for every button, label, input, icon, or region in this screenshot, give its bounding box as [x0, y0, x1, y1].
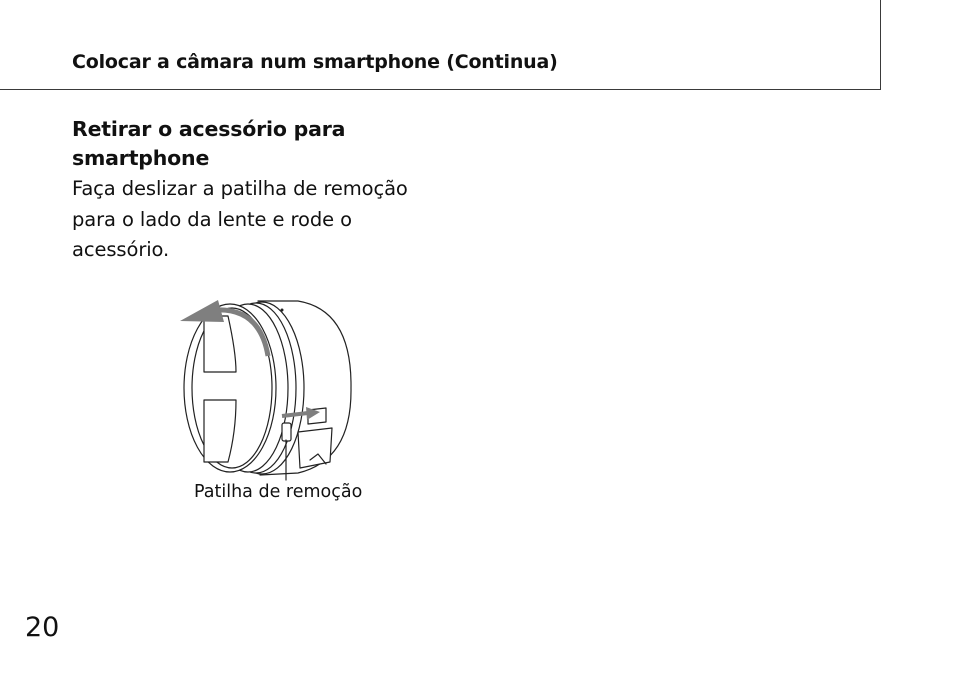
section-heading-line-1: Retirar o acessório para	[72, 117, 346, 141]
instruction-line-3: acessório.	[72, 238, 170, 261]
barrel-dot	[281, 309, 283, 311]
lower-tab	[298, 428, 332, 468]
page-number: 20	[25, 612, 60, 643]
header-vertical-rule	[880, 0, 881, 90]
instruction-line-2: para o lado da lente e rode o	[72, 207, 352, 231]
section-heading	[72, 115, 452, 173]
callout-label: Patilha de remoção	[194, 482, 363, 502]
instruction-line-1: Faça deslizar a patilha de remoção	[72, 177, 408, 200]
running-head: Colocar a câmara num smartphone (Continua)	[72, 51, 558, 73]
section-heading-line-2: smartphone	[72, 146, 210, 170]
instruction-text	[72, 174, 442, 266]
release-latch	[282, 423, 291, 441]
rotate-arrowhead-icon	[180, 300, 224, 322]
header-rule	[0, 89, 881, 90]
lens-accessory-illustration	[170, 292, 360, 487]
